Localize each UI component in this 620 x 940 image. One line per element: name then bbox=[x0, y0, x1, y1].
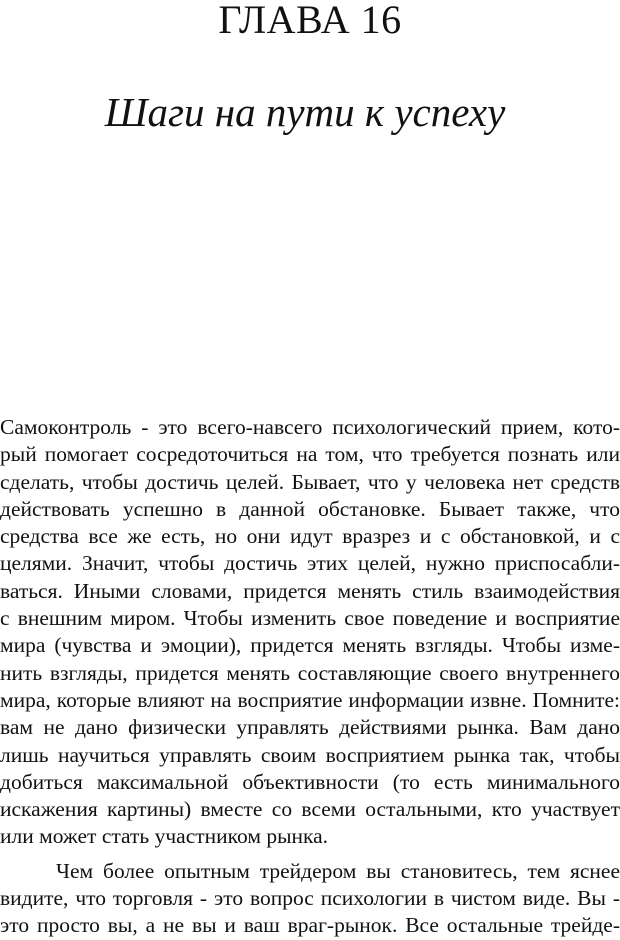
paragraph-2 bbox=[0, 858, 620, 940]
text-line: или может стать участником рынка. bbox=[0, 824, 329, 849]
text-line: Чем более опытным трейдером вы становитесь, тем яснее bbox=[56, 858, 620, 883]
chapter-title: Шаги на пути к успеху bbox=[104, 89, 506, 135]
text-line: искажения картины) вместе со всеми остальными, кто участвует bbox=[0, 797, 620, 822]
text-line: действовать успешно в данной обстановке. Бывает также, что bbox=[0, 496, 620, 521]
text-line: вам не дано физически управлять действиями рынка. Вам дано bbox=[0, 715, 620, 740]
text-line: с внешним миром. Чтобы изменить свое поведение и восприятие bbox=[0, 606, 620, 631]
text-line: ваться. Иными словами, придется менять стиль взаимодействия bbox=[0, 578, 620, 603]
text-line: лишь научиться управлять своим восприятием рынка так, чтобы bbox=[0, 742, 620, 767]
text-line: это просто вы, а не вы и ваш враг-рынок. Все остальные трейде- bbox=[0, 913, 620, 938]
text-line: средства все же есть, но они идут вразрез и с обстановкой, и с bbox=[0, 524, 620, 549]
paragraph-1 bbox=[0, 414, 620, 851]
text-line: видите, что торговля - это вопрос психологии в чистом виде. Вы - bbox=[0, 886, 620, 911]
text-line: мира, которые влияют на восприятие информации извне. Помните: bbox=[0, 687, 620, 712]
body-text bbox=[0, 414, 620, 940]
chapter-heading: ГЛАВА 16 bbox=[218, 0, 402, 42]
text-line: нить взгляды, придется менять составляющие своего внутреннего bbox=[0, 660, 620, 685]
text-line: мира (чувства и эмоции), придется менять взгляды. Чтобы изме- bbox=[0, 633, 620, 658]
text-line: рый помогает сосредоточиться на том, что требуется познать или bbox=[0, 442, 620, 467]
text-line: сделать, чтобы достичь целей. Бывает, что у человека нет средств bbox=[0, 469, 620, 494]
text-line: добиться максимальной объективности (то есть минимального bbox=[0, 769, 620, 794]
text-line: Самоконтроль - это всего-навсего психологический прием, кото- bbox=[0, 415, 620, 439]
text-line: целями. Значит, чтобы достичь этих целей, нужно приспосабли- bbox=[0, 551, 620, 576]
